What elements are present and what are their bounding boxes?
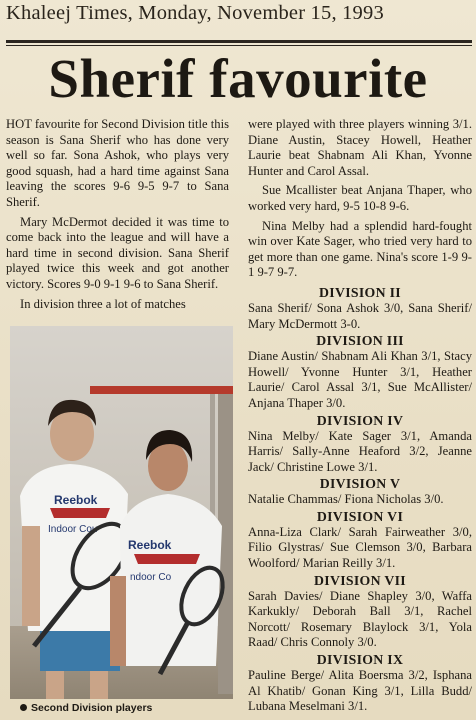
photo-illustration [10, 326, 233, 699]
article-paragraph-1: HOT favourite for Second Division title this season is Sana Sherif who has done very well so far. Sona Ashok, who plays very good squash, had a hard time against Sana leaving the scores 9-6 9-5 9-7 to Sana Sherif. [6, 117, 229, 209]
division-heading: DIVISION II [319, 284, 401, 300]
division-results: Anna-Liza Clark/ Sarah Fairweather 3/0, Filio Glystras/ Sue Clemson 3/0, Barbara Woolford/ Marian Reilly 3/1. [248, 524, 472, 571]
division-heading: DIVISION VII [314, 572, 406, 588]
masthead: Khaleej Times, Monday, November 15, 1993 [6, 2, 384, 24]
article-paragraph-3-continued: were played with three players winning 3/1. Diane Austin, Stacey Howell, Heather Laurie beat Shabnam Ali Khan, Yvonne Hunter and Carol Assal. [248, 117, 472, 178]
shirt-brand-left: Reebok [54, 493, 98, 507]
shirt-text-right: ndoor Co [130, 572, 172, 583]
division-heading: DIVISION III [316, 333, 404, 349]
headline: Sherif favourite [48, 48, 428, 109]
article-paragraph-2: Mary McDermot decided it was time to come back into the league and will have a hard time in second division. Sana Sherif played twice this week and got another victory. Scores 9-0 9-1 9-6 to Sana Sherif. [6, 214, 229, 291]
division-heading: DIVISION VI [316, 508, 404, 524]
article-paragraph-4: Sue Mcallister beat Anjana Thaper, who worked very hard, 9-5 10-8 9-6. [248, 183, 472, 213]
division-heading: DIVISION IV [316, 412, 404, 428]
division-results: Pauline Berge/ Alita Boersma 3/2, Isphana Al Khatib/ Gonan King 3/1, Lilla Budd/ Lubana Meselmani 3/1. [248, 668, 472, 714]
division-results: Natalie Chammas/ Fiona Nicholas 3/0. [248, 492, 444, 507]
shirt-text-left: Indoor Cou [48, 524, 98, 535]
division-heading: DIVISION IX [316, 652, 404, 668]
division-results: Sana Sherif/ Sona Ashok 3/0, Sana Sherif/ Mary McDermott 3-0. [248, 300, 472, 331]
photo-caption [20, 702, 230, 718]
masthead-rule-thick [6, 40, 472, 43]
article-paragraph-5: Nina Melby had a splendid hard-fought win over Kate Sager, who tried very hard to get more than one game. Nina's score 1-9 9-1 9-7 9-7. [248, 218, 472, 280]
caption-bullet-icon [20, 704, 27, 711]
shirt-brand-right: Reebok [128, 538, 172, 552]
masthead-rule-thin [6, 45, 472, 46]
photo [10, 326, 233, 699]
court-line-red [90, 386, 233, 394]
photo-caption-text: Second Division players [31, 702, 153, 714]
article-column-left [6, 117, 229, 316]
article-paragraph-3-start: In division three a lot of matches [20, 296, 186, 311]
division-heading: DIVISION V [319, 476, 401, 492]
division-results: Nina Melby/ Kate Sager 3/1, Amanda Harris/ Sally-Anne Heaford 3/2, Jeanne Jack/ Christine Lowe 3/1. [248, 428, 472, 474]
division-results: Sarah Davies/ Diane Shapley 3/0, Waffa Karkukly/ Deborah Ball 3/1, Rachel Norcott/ Rosemary Blaylock 3/1, Yola Raad/ Chris Connoly 3/0. [248, 588, 472, 650]
article-column-right [248, 117, 472, 715]
division-results: Diane Austin/ Shabnam Ali Khan 3/1, Stacy Howell/ Yvonne Hunter 3/1, Heather Laurie/ Carol Assal 3/1, Sue McAllister/ Anjana Thaper 3/0. [248, 349, 472, 410]
